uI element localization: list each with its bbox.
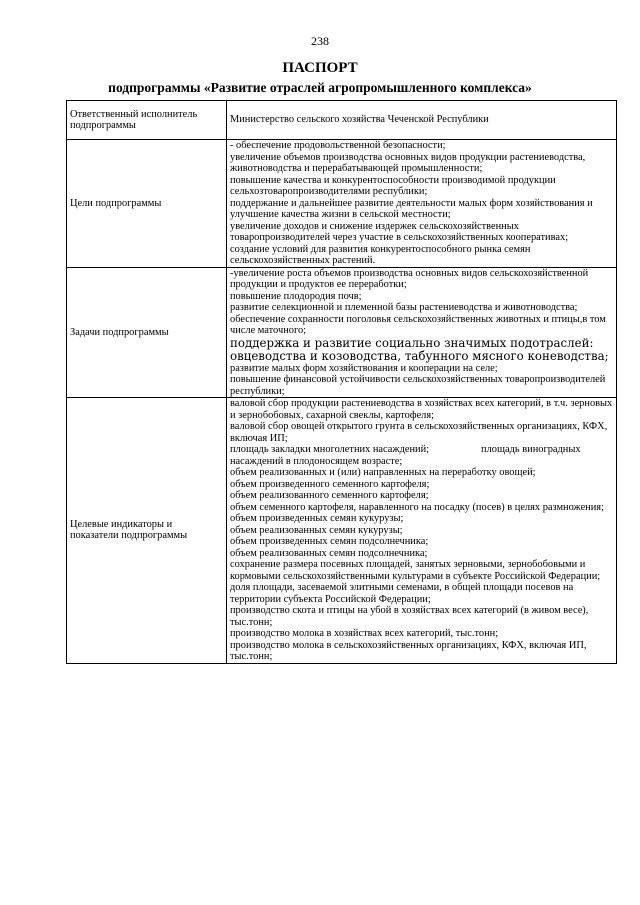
page-number: 238	[311, 34, 329, 48]
passport-table	[66, 100, 617, 664]
content-line: создание условий для развития конкурентоспособного рынка семян сельскохозяйственных растений.	[230, 243, 531, 266]
content-line: объем произведенного семенного картофеля;	[230, 478, 430, 490]
row-content	[227, 101, 617, 140]
document-title: ПАСПОРТ	[282, 60, 358, 76]
row-label: Задачи подпрограммы	[67, 267, 227, 398]
content-line: поддержка и развитие социально значимых подотраслей: овцеводства и козоводства, табунного мясного коневодства;	[230, 335, 609, 363]
table-row-indicators	[67, 398, 617, 664]
content-line: обеспечение сохранности поголовья сельскохозяйственных животных и птицы,в том числе маточного;	[230, 313, 606, 336]
content-line: увеличение доходов и снижение издержек сельскохозяйственных товаропроизводителей через участие в сельскохозяйственных кооперативах;	[230, 220, 569, 243]
content-segment: площадь закладки многолетних насаждений;	[230, 444, 430, 455]
content-line: объем реализованных семян кукурузы;	[230, 524, 403, 536]
row-content	[227, 398, 617, 664]
content-line: повышение качества и конкурентоспособности производимой продукции сельхозтоваропроизводителями республики;	[230, 174, 556, 197]
table-row-responsible	[67, 101, 617, 140]
content-line: валовой сбор овощей открытого грунта в сельскохозяйственных организациях, КФХ, включая ИП;	[230, 421, 608, 444]
content-line: повышение финансовой устойчивости сельскохозяйственных товаропроизводителей республики;	[230, 374, 606, 397]
row-content	[227, 140, 617, 268]
content-line: увеличение объемов производства основных видов продукции растениеводства, животноводства и перерабатывающей промышленности;	[230, 151, 586, 174]
content-line: объем реализованного семенного картофеля;	[230, 490, 429, 501]
row-label: Ответственный исполнитель подпрограммы	[67, 101, 227, 140]
content-line: производство скота и птицы на убой в хозяйствах всех категорий (в живом весе), тыс.тонн;	[230, 605, 589, 628]
content-line: доля площади, засеваемой элитными семенами, в общей площади посевов на территории субъекта Российской Федерации;	[230, 582, 574, 605]
content-segment: площадь виноградных насаждений в плодоносящем возрасте;	[230, 444, 581, 467]
content-line: Министерство сельского хозяйства Чеченской Республики	[230, 114, 489, 126]
content-line: развитие селекционной и племенной базы растениеводства и животноводства;	[230, 302, 578, 313]
table-row-tasks	[67, 267, 617, 398]
content-line: производство молока в сельскохозяйственных организациях, КФХ, включая ИП, тыс.тонн;	[230, 639, 587, 662]
content-line-combined	[230, 444, 613, 467]
content-line: объем произведенных семян кукурузы;	[230, 513, 404, 524]
content-line: - обеспечение продовольственной безопасности;	[230, 140, 446, 151]
document-subtitle: подпрограммы «Развитие отраслей агропромышленного комплекса»	[108, 80, 532, 95]
content-line: поддержание и дальнейшее развитие деятельности малых форм хозяйствования и улучшение качества жизни в сельской местности;	[230, 197, 593, 220]
table-row-goals	[67, 140, 617, 268]
row-label: Цели подпрограммы	[67, 140, 227, 268]
content-line: развитие малых форм хозяйствования и кооперации на селе;	[230, 362, 498, 374]
content-line: объем реализованных и (или) направленных на переработку овощей;	[230, 467, 536, 478]
content-line: объем семенного картофеля, наравленного на посадку (посев) в целях размножения;	[230, 501, 604, 513]
row-label: Целевые индикаторы и показатели подпрограммы	[67, 398, 227, 664]
content-line: сохранение размера посевных площадей, занятых зерновыми, зернобобовыми и кормовыми сельскохозяйственными культурами в субъекте Российской Федерации;	[230, 559, 601, 582]
content-line: объем реализованных семян подсолнечника;	[230, 547, 428, 559]
content-line: повышение плодородия почв;	[230, 290, 362, 302]
content-line: валовой сбор продукции растениеводства в хозяйствах всех категорий, в т.ч. зерновых и зернобобовых, сахарной свеклы, картофеля;	[230, 398, 613, 421]
row-content	[227, 267, 617, 398]
content-line: объем произведенных семян подсолнечника;	[230, 536, 429, 547]
content-line: -увеличение роста объемов производства основных видов сельскохозяйственной продукции и продуктов ее переработки;	[230, 267, 589, 290]
content-line: производство молока в хозяйствах всех категорий, тыс.тонн;	[230, 628, 499, 639]
